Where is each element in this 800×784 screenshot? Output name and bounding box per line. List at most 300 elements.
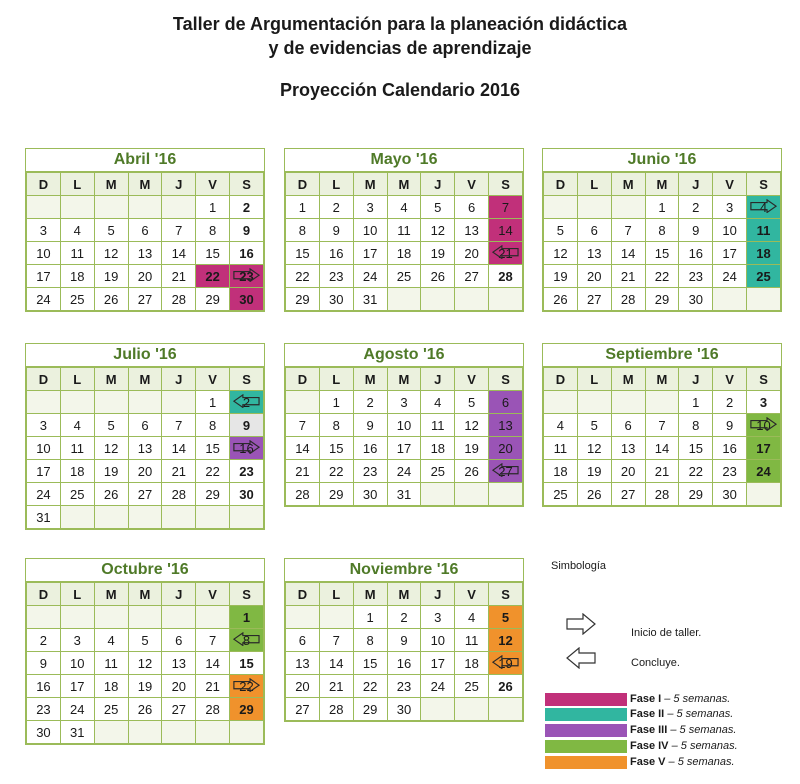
day-cell — [713, 483, 747, 506]
day-number: 21 — [171, 268, 187, 284]
day-number: 18 — [396, 245, 412, 261]
day-number: 2 — [692, 199, 700, 215]
empty-day-cell — [60, 196, 94, 219]
day-cell — [319, 652, 353, 675]
empty-day-cell — [387, 288, 421, 311]
empty-day-cell — [577, 196, 611, 219]
weekday-header: V — [196, 173, 230, 196]
day-number: 15 — [362, 655, 378, 671]
day-cell — [489, 219, 523, 242]
day-cell — [577, 242, 611, 265]
empty-day-cell — [230, 506, 264, 529]
day-cell — [230, 242, 264, 265]
day-cell — [286, 219, 320, 242]
day-number: 17 — [362, 245, 378, 261]
day-number: 5 — [107, 417, 115, 433]
day-number: 31 — [396, 486, 412, 502]
day-number: 22 — [362, 678, 378, 694]
day-number: 6 — [501, 394, 510, 410]
empty-day-cell — [162, 506, 196, 529]
week-row — [286, 483, 523, 506]
day-number: 31 — [70, 724, 85, 740]
day-cell — [286, 242, 320, 265]
day-cell — [230, 437, 264, 460]
day-number: 27 — [137, 486, 153, 502]
weekday-header: M — [353, 368, 387, 391]
empty-day-cell — [128, 606, 162, 629]
weekday-header: J — [162, 368, 196, 391]
day-cell — [162, 265, 196, 288]
day-number: 1 — [242, 609, 251, 625]
day-cell — [162, 675, 196, 698]
day-number: 13 — [498, 417, 513, 433]
day-cell — [128, 265, 162, 288]
day-number: 11 — [104, 655, 118, 671]
day-cell — [421, 265, 455, 288]
day-number: 23 — [362, 463, 378, 479]
day-cell — [162, 437, 196, 460]
day-number: 28 — [295, 486, 310, 502]
day-number: 25 — [464, 678, 479, 694]
day-number: 6 — [590, 222, 598, 238]
week-row — [27, 460, 264, 483]
empty-day-cell — [489, 698, 523, 721]
day-cell — [713, 460, 747, 483]
day-cell — [387, 698, 421, 721]
day-number: 15 — [205, 440, 220, 456]
day-cell — [611, 483, 645, 506]
week-row — [27, 483, 264, 506]
day-number: 4 — [400, 199, 408, 215]
day-number: 23 — [36, 701, 51, 717]
day-number: 6 — [175, 632, 183, 648]
day-number: 15 — [205, 245, 220, 261]
day-cell — [94, 698, 128, 721]
empty-day-cell — [421, 288, 455, 311]
month-title: Septiembre '16 — [543, 344, 781, 367]
symbology-title: Simbología — [551, 560, 607, 572]
weekday-header: L — [319, 583, 353, 606]
weekday-header: V — [455, 173, 489, 196]
day-number: 8 — [366, 632, 374, 648]
day-number: 15 — [295, 245, 310, 261]
empty-day-cell — [645, 391, 679, 414]
day-number: 19 — [103, 463, 119, 479]
day-number: 9 — [242, 222, 251, 238]
day-number: 30 — [688, 291, 704, 307]
day-cell — [387, 391, 421, 414]
weekday-header: S — [747, 368, 781, 391]
day-cell — [577, 414, 611, 437]
weekday-header: J — [679, 173, 713, 196]
day-cell — [230, 414, 264, 437]
month-title: Octubre '16 — [26, 559, 264, 582]
weekday-header: V — [196, 368, 230, 391]
day-number: 1 — [366, 609, 374, 625]
day-number: 10 — [70, 655, 85, 671]
day-number: 3 — [366, 199, 374, 215]
day-number: 29 — [295, 291, 310, 307]
day-number: 3 — [73, 632, 81, 648]
day-number: 17 — [36, 268, 51, 284]
day-cell — [611, 460, 645, 483]
day-cell — [60, 698, 94, 721]
day-number: 17 — [722, 245, 737, 261]
legend-item-phase-2: Fase II – 5 semanas. — [630, 708, 734, 720]
empty-day-cell — [713, 288, 747, 311]
day-cell — [353, 652, 387, 675]
day-cell — [94, 675, 128, 698]
empty-day-cell — [94, 391, 128, 414]
day-number: 15 — [239, 655, 254, 671]
day-cell — [544, 242, 578, 265]
day-number: 24 — [36, 291, 51, 307]
legend-swatch-phase-3 — [545, 724, 627, 737]
empty-day-cell — [489, 288, 523, 311]
day-cell — [611, 265, 645, 288]
day-cell — [196, 391, 230, 414]
day-cell — [286, 675, 320, 698]
calendar-november — [284, 558, 524, 722]
day-cell — [489, 675, 523, 698]
day-cell — [196, 460, 230, 483]
empty-day-cell — [196, 506, 230, 529]
day-number: 9 — [39, 655, 48, 671]
day-cell — [421, 437, 455, 460]
empty-day-cell — [230, 721, 264, 744]
day-number: 4 — [107, 632, 115, 648]
day-cell — [162, 460, 196, 483]
day-cell — [455, 414, 489, 437]
day-cell — [353, 698, 387, 721]
day-cell — [747, 196, 781, 219]
day-cell — [747, 437, 781, 460]
day-number: 8 — [332, 417, 340, 433]
day-cell — [319, 288, 353, 311]
week-row — [544, 288, 781, 311]
day-cell — [286, 460, 320, 483]
day-number: 11 — [70, 440, 85, 456]
calendar-may — [284, 148, 524, 312]
day-number: 4 — [759, 199, 768, 215]
day-cell — [489, 606, 523, 629]
empty-day-cell — [196, 721, 230, 744]
day-cell — [60, 414, 94, 437]
day-number: 30 — [239, 291, 254, 307]
day-number: 18 — [553, 463, 568, 479]
month-title: Agosto '16 — [285, 344, 523, 367]
weekday-header: J — [679, 368, 713, 391]
weekday-header: L — [577, 368, 611, 391]
day-number: 16 — [688, 245, 704, 261]
day-cell — [230, 219, 264, 242]
day-number: 3 — [39, 222, 48, 238]
empty-day-cell — [455, 483, 489, 506]
day-cell — [577, 437, 611, 460]
weekday-header: V — [455, 583, 489, 606]
day-cell — [544, 483, 578, 506]
day-number: 10 — [396, 417, 412, 433]
day-number: 4 — [434, 394, 442, 410]
weekday-header: V — [713, 368, 747, 391]
day-number: 27 — [464, 268, 479, 284]
day-cell — [455, 675, 489, 698]
week-row — [27, 196, 264, 219]
day-cell — [489, 460, 523, 483]
day-number: 12 — [553, 245, 568, 261]
weekday-header-row — [286, 583, 523, 606]
day-cell — [27, 506, 61, 529]
weekday-header: J — [421, 368, 455, 391]
day-cell — [319, 265, 353, 288]
empty-day-cell — [60, 606, 94, 629]
day-cell — [679, 391, 713, 414]
day-number: 12 — [103, 245, 119, 261]
day-number: 2 — [39, 632, 48, 648]
weekday-header: S — [747, 173, 781, 196]
day-number: 22 — [205, 268, 220, 284]
day-cell — [747, 414, 781, 437]
day-cell — [60, 483, 94, 506]
day-number: 29 — [688, 486, 704, 502]
day-number: 28 — [498, 268, 513, 284]
day-number: 26 — [103, 291, 119, 307]
day-cell — [679, 219, 713, 242]
day-number: 3 — [400, 394, 408, 410]
day-cell — [162, 242, 196, 265]
day-cell — [353, 675, 387, 698]
day-cell — [455, 629, 489, 652]
day-cell — [286, 414, 320, 437]
day-cell — [128, 483, 162, 506]
day-cell — [455, 437, 489, 460]
day-cell — [60, 721, 94, 744]
weekday-header: V — [196, 583, 230, 606]
week-row — [544, 242, 781, 265]
day-number: 31 — [36, 509, 51, 525]
day-cell — [387, 242, 421, 265]
day-cell — [128, 219, 162, 242]
day-cell — [353, 629, 387, 652]
day-number: 25 — [553, 486, 568, 502]
day-number: 5 — [434, 199, 442, 215]
day-cell — [421, 219, 455, 242]
day-cell — [455, 460, 489, 483]
day-cell — [421, 460, 455, 483]
day-cell — [747, 265, 781, 288]
day-cell — [27, 483, 61, 506]
day-number: 10 — [36, 245, 51, 261]
weekday-header: M — [128, 368, 162, 391]
day-cell — [713, 437, 747, 460]
weekday-header: M — [353, 583, 387, 606]
day-number: 29 — [329, 486, 344, 502]
day-cell — [27, 652, 61, 675]
day-cell — [645, 242, 679, 265]
day-cell — [455, 265, 489, 288]
calendar-grid — [543, 367, 781, 506]
day-number: 24 — [756, 463, 771, 479]
day-cell — [577, 265, 611, 288]
day-cell — [353, 460, 387, 483]
day-number: 12 — [137, 655, 153, 671]
day-number: 20 — [498, 440, 513, 456]
day-cell — [455, 196, 489, 219]
day-cell — [60, 629, 94, 652]
week-row — [286, 460, 523, 483]
day-cell — [196, 288, 230, 311]
day-number: 11 — [70, 245, 85, 261]
end-label: Concluye. — [631, 657, 680, 669]
day-cell — [196, 414, 230, 437]
day-number: 10 — [36, 440, 51, 456]
day-number: 11 — [397, 222, 411, 238]
calendar-grid — [285, 172, 523, 311]
weekday-header-row — [27, 368, 264, 391]
weekday-header: M — [128, 583, 162, 606]
day-cell — [455, 652, 489, 675]
week-row — [27, 288, 264, 311]
weekday-header: D — [544, 368, 578, 391]
day-cell — [128, 652, 162, 675]
day-number: 2 — [366, 394, 374, 410]
day-cell — [577, 288, 611, 311]
weekday-header: L — [60, 368, 94, 391]
day-cell — [94, 483, 128, 506]
day-cell — [27, 219, 61, 242]
day-number: 27 — [587, 291, 602, 307]
day-cell — [489, 265, 523, 288]
day-number: 24 — [70, 701, 85, 717]
day-cell — [489, 437, 523, 460]
day-number: 25 — [430, 463, 446, 479]
day-cell — [353, 288, 387, 311]
day-number: 1 — [332, 394, 340, 410]
day-number: 1 — [298, 199, 307, 215]
day-number: 2 — [400, 609, 408, 625]
weekday-header: M — [387, 173, 421, 196]
day-number: 3 — [434, 609, 442, 625]
day-cell — [747, 460, 781, 483]
legend-item-phase-4: Fase IV – 5 semanas. — [630, 740, 738, 752]
day-number: 17 — [70, 678, 85, 694]
day-number: 5 — [141, 632, 149, 648]
day-cell — [679, 265, 713, 288]
day-number: 15 — [688, 440, 704, 456]
day-number: 22 — [654, 268, 670, 284]
day-cell — [387, 460, 421, 483]
day-cell — [196, 265, 230, 288]
week-row — [286, 606, 523, 629]
weekday-header: D — [27, 173, 61, 196]
weekday-header-row — [544, 173, 781, 196]
day-number: 28 — [171, 486, 187, 502]
day-cell — [645, 219, 679, 242]
day-number: 6 — [624, 417, 632, 433]
empty-day-cell — [421, 483, 455, 506]
day-cell — [387, 675, 421, 698]
week-row — [544, 196, 781, 219]
day-number: 28 — [620, 291, 636, 307]
day-cell — [353, 414, 387, 437]
week-row — [286, 288, 523, 311]
day-number: 12 — [464, 417, 479, 433]
day-cell — [60, 219, 94, 242]
day-number: 8 — [209, 222, 217, 238]
day-number: 13 — [137, 440, 153, 456]
day-cell — [455, 242, 489, 265]
day-number: 12 — [103, 440, 119, 456]
week-row — [544, 483, 781, 506]
day-number: 7 — [624, 222, 632, 238]
day-number: 26 — [430, 268, 446, 284]
calendar-april — [25, 148, 265, 312]
day-number: 7 — [332, 632, 340, 648]
weekday-header: V — [713, 173, 747, 196]
day-cell — [544, 460, 578, 483]
day-number: 9 — [332, 222, 340, 238]
calendar-grid — [26, 582, 264, 744]
day-number: 13 — [137, 245, 153, 261]
day-cell — [421, 196, 455, 219]
week-row — [27, 219, 264, 242]
weekday-header: M — [94, 368, 128, 391]
day-number: 21 — [620, 268, 636, 284]
day-number: 17 — [756, 440, 771, 456]
week-row — [286, 265, 523, 288]
day-number: 20 — [620, 463, 636, 479]
day-number: 14 — [498, 222, 513, 238]
weekday-header: M — [353, 173, 387, 196]
calendar-grid — [26, 172, 264, 311]
day-cell — [421, 414, 455, 437]
week-row — [286, 698, 523, 721]
day-cell — [60, 652, 94, 675]
day-number: 20 — [137, 268, 153, 284]
day-number: 27 — [171, 701, 187, 717]
day-number: 29 — [205, 486, 220, 502]
day-cell — [286, 483, 320, 506]
day-cell — [230, 391, 264, 414]
day-number: 24 — [396, 463, 412, 479]
day-cell — [319, 437, 353, 460]
day-cell — [611, 219, 645, 242]
legend-swatch-phase-1 — [545, 693, 627, 706]
day-number: 13 — [587, 245, 602, 261]
day-number: 22 — [688, 463, 704, 479]
day-cell — [286, 196, 320, 219]
day-number: 26 — [587, 486, 602, 502]
empty-day-cell — [94, 721, 128, 744]
day-number: 25 — [70, 291, 85, 307]
day-number: 31 — [362, 291, 378, 307]
weekday-header: M — [387, 583, 421, 606]
day-cell — [679, 288, 713, 311]
day-cell — [128, 629, 162, 652]
day-number: 22 — [295, 268, 310, 284]
day-cell — [679, 437, 713, 460]
day-number: 8 — [658, 222, 666, 238]
weekday-header: J — [162, 583, 196, 606]
empty-day-cell — [286, 606, 320, 629]
day-number: 8 — [209, 417, 217, 433]
week-row — [544, 414, 781, 437]
day-cell — [94, 242, 128, 265]
day-number: 18 — [103, 678, 119, 694]
day-number: 21 — [654, 463, 670, 479]
day-cell — [162, 698, 196, 721]
week-row — [544, 219, 781, 242]
